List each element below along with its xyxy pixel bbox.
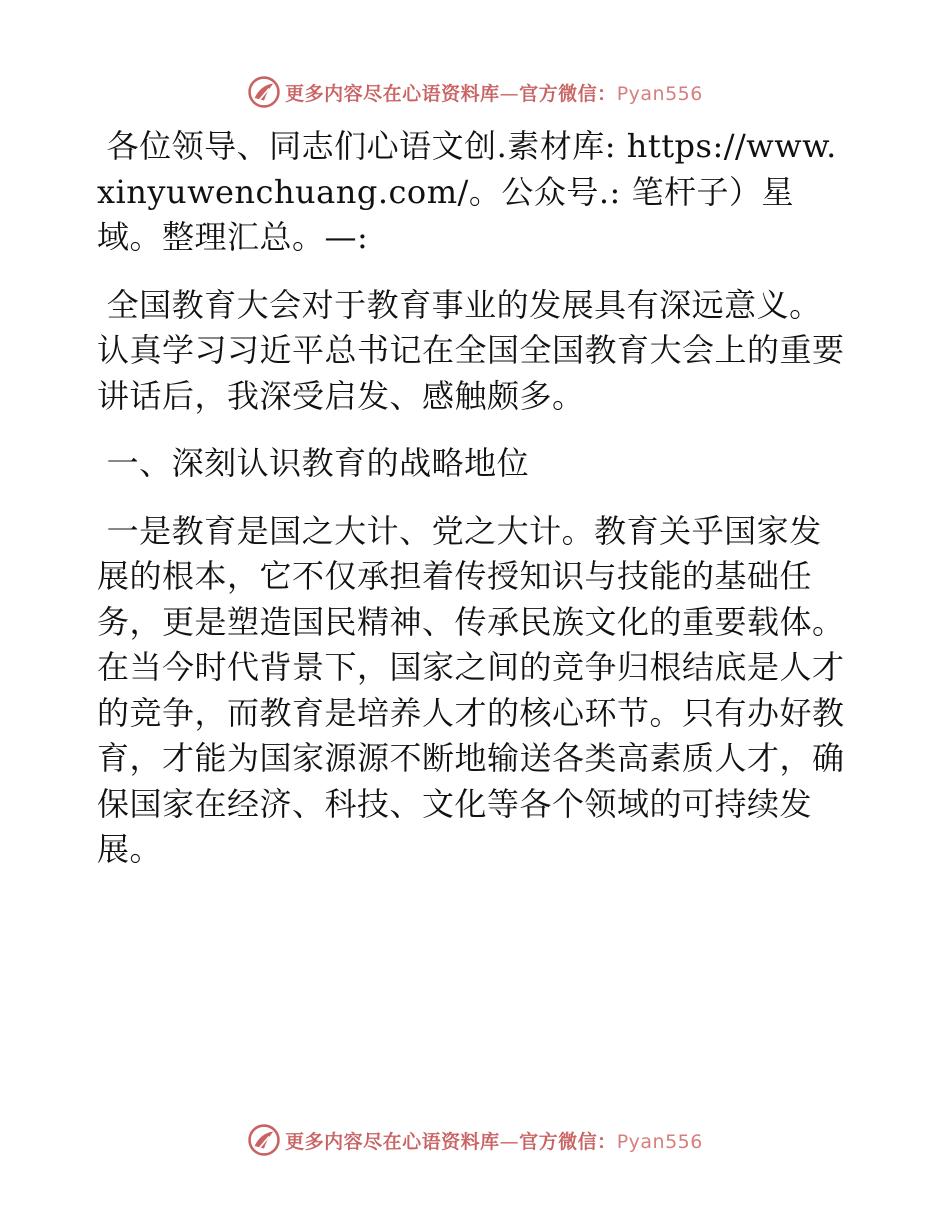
- banner-text: [285, 79, 703, 106]
- banner-wechat-id: Pyan556: [616, 1130, 703, 1153]
- banner-wechat-label: 官方微信：: [519, 1130, 617, 1153]
- banner-main-text: 更多内容尽在心语资料库: [285, 82, 500, 105]
- document-body: [97, 124, 849, 873]
- banner-wechat-label: 官方微信：: [519, 82, 617, 105]
- banner-text: [285, 1127, 703, 1154]
- paragraph-body: 一是教育是国之大计、党之大计。教育关乎国家发展的根本，它不仅承担着传授知识与技能的基础任务，更是塑造国民精神、传承民族文化的重要载体。在当今时代背景下，国家之间的竞争归根结底是人才的竞争，而教育是培养人才的核心环节。只有办好教育，才能为国家源源不断地输送各类高素质人才，确保国家在经济、科技、文化等各个领域的可持续发展。: [97, 511, 845, 868]
- header-banner: [0, 70, 950, 114]
- banner-dash: —: [499, 1130, 520, 1153]
- brush-seal-logo-icon: [247, 1123, 281, 1157]
- footer-banner: [0, 1118, 950, 1162]
- paragraph-opening: 全国教育大会对于教育事业的发展具有深远意义。认真学习习近平总书记在全国全国教育大会上的重要讲话后，我深受启发、感触颇多。: [97, 285, 845, 415]
- paragraph-intro: 各位领导、同志们心语文创.素材库: https://www.xinyuwenchuang.com/。公众号.: 笔杆子）星域。整理汇总。—:: [97, 127, 837, 256]
- section-heading: 一、深刻认识教育的战略地位: [106, 444, 530, 482]
- brush-seal-logo-icon: [247, 75, 281, 109]
- banner-dash: —: [499, 82, 520, 105]
- banner-wechat-id: Pyan556: [616, 82, 703, 105]
- banner-main-text: 更多内容尽在心语资料库: [285, 1130, 500, 1153]
